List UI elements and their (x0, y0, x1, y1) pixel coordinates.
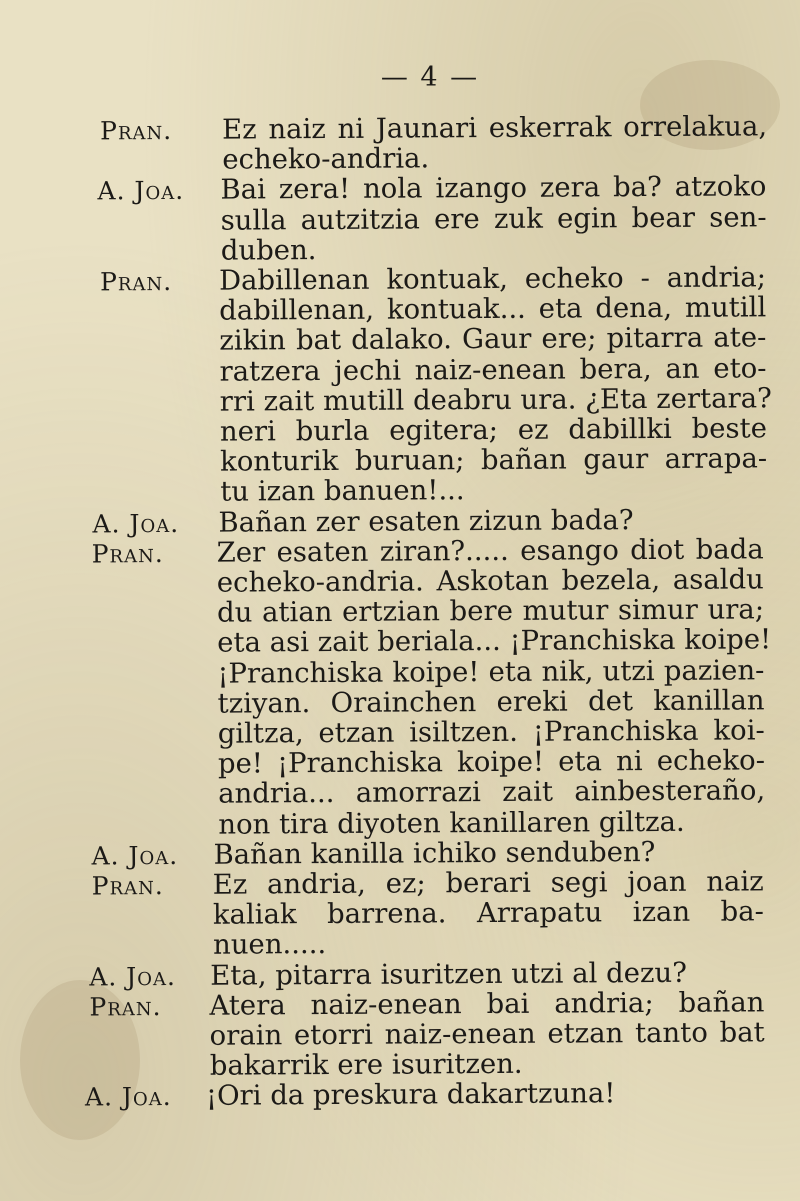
speech-line: ¡Ori da preskura dakartzuna! (205, 1077, 616, 1113)
speech-line: Bañan kanilla ichiko senduben? (213, 835, 656, 871)
page-number: — 4 — (380, 62, 480, 93)
speech-text (210, 957, 764, 991)
speech-line: Atera naiz-enean bai andria; bañan (209, 986, 765, 1022)
speech-text (209, 987, 765, 1081)
speech-line: echeko-andria. Askotan bezela, asaldu (216, 563, 764, 599)
speaker-label: Pran. (91, 871, 164, 901)
speech-line: du atian ertzian bere mutur simur ura; (216, 593, 765, 629)
speech-line: zikin bat dalako. Gaur ere; pitarra ate- (219, 321, 767, 358)
speaker-label: Pran. (91, 538, 164, 569)
speech-line: sulla autzitzia ere zuk egin bear sen- (220, 200, 767, 237)
speech-text (218, 504, 764, 538)
speech-line: Bañan zer esaten zizun bada? (218, 503, 634, 539)
speech-line: neri burla egitera; ez dabillki beste (219, 412, 768, 448)
speech-line: rri zait mutill deabru ura. ¿Eta zertara? (219, 382, 772, 418)
dialogue-turn (0, 110, 800, 176)
speech-line: tziyan. Orainchen ereki det kanillan (217, 684, 765, 720)
speech-line: Dabillenan kontuak, echeko - andria; (218, 261, 767, 297)
speech-line: echeko-andria. (222, 142, 430, 176)
speaker-label: A. Joa. (84, 1082, 172, 1112)
speech-line: tu izan banuen!... (220, 474, 465, 509)
speech-line: orain etorri naiz-enean etzan tanto bat (209, 1016, 765, 1052)
speech-line: duben. (220, 233, 317, 267)
speech-line: ¡Pranchiska koipe! eta nik, utzi pazien- (217, 653, 765, 690)
speech-line: eta asi zait beriala... ¡Pranchiska koipe! (217, 623, 772, 660)
speaker-label: Pran. (100, 115, 173, 146)
speech-line: Ez andria, ez; berari segi joan naiz (212, 865, 764, 901)
speech-text (213, 866, 765, 960)
speech-text (220, 172, 767, 266)
speech-line: Eta, pitarra isuritzen utzi al dezu? (210, 956, 687, 992)
speech-line: ratzera jechi naiz-enean bera, an eto- (219, 351, 767, 388)
speech-line: nuen..... (212, 928, 327, 962)
speech-line: Ez naiz ni Jaunari eskerrak orrelakua, (221, 110, 768, 146)
speech-line: pe! ¡Pranchiska koipe! eta ni echeko- (217, 744, 766, 780)
speech-line: giltza, etzan isiltzen. ¡Pranchiska koi- (217, 714, 765, 750)
speech-line: non tira diyoten kanillaren giltza. (218, 805, 685, 841)
speech-line: dabillenan, kontuak... eta dena, mutill (219, 291, 767, 327)
speaker-label: A. Joa. (97, 176, 185, 206)
speaker-label: A. Joa. (92, 508, 180, 539)
speaker-label: A. Joa. (89, 961, 177, 992)
speaker-label: A. Joa. (91, 840, 179, 871)
speech-text (218, 261, 772, 509)
speech-line: konturik buruan; bañan gaur arrapa- (220, 442, 768, 478)
speech-line: andria... amorrazi zait ainbesteraño, (218, 774, 766, 811)
speech-text (222, 111, 767, 175)
dialogue (0, 110, 800, 1113)
speaker-label: Pran. (99, 266, 173, 297)
speech-line: kaliak barrena. Arrapatu izan ba- (212, 895, 764, 931)
speech-line: Bai zera! nola izango zera ba? atzoko (220, 170, 767, 207)
speech-line: Zer esaten ziran?..... esango diot bada (216, 533, 764, 569)
speech-text (216, 533, 772, 841)
speech-text (206, 1079, 616, 1112)
speaker-label: Pran. (89, 991, 162, 1022)
speech-text (213, 836, 763, 870)
speech-line: bakarrik ere isuritzen. (209, 1048, 523, 1082)
